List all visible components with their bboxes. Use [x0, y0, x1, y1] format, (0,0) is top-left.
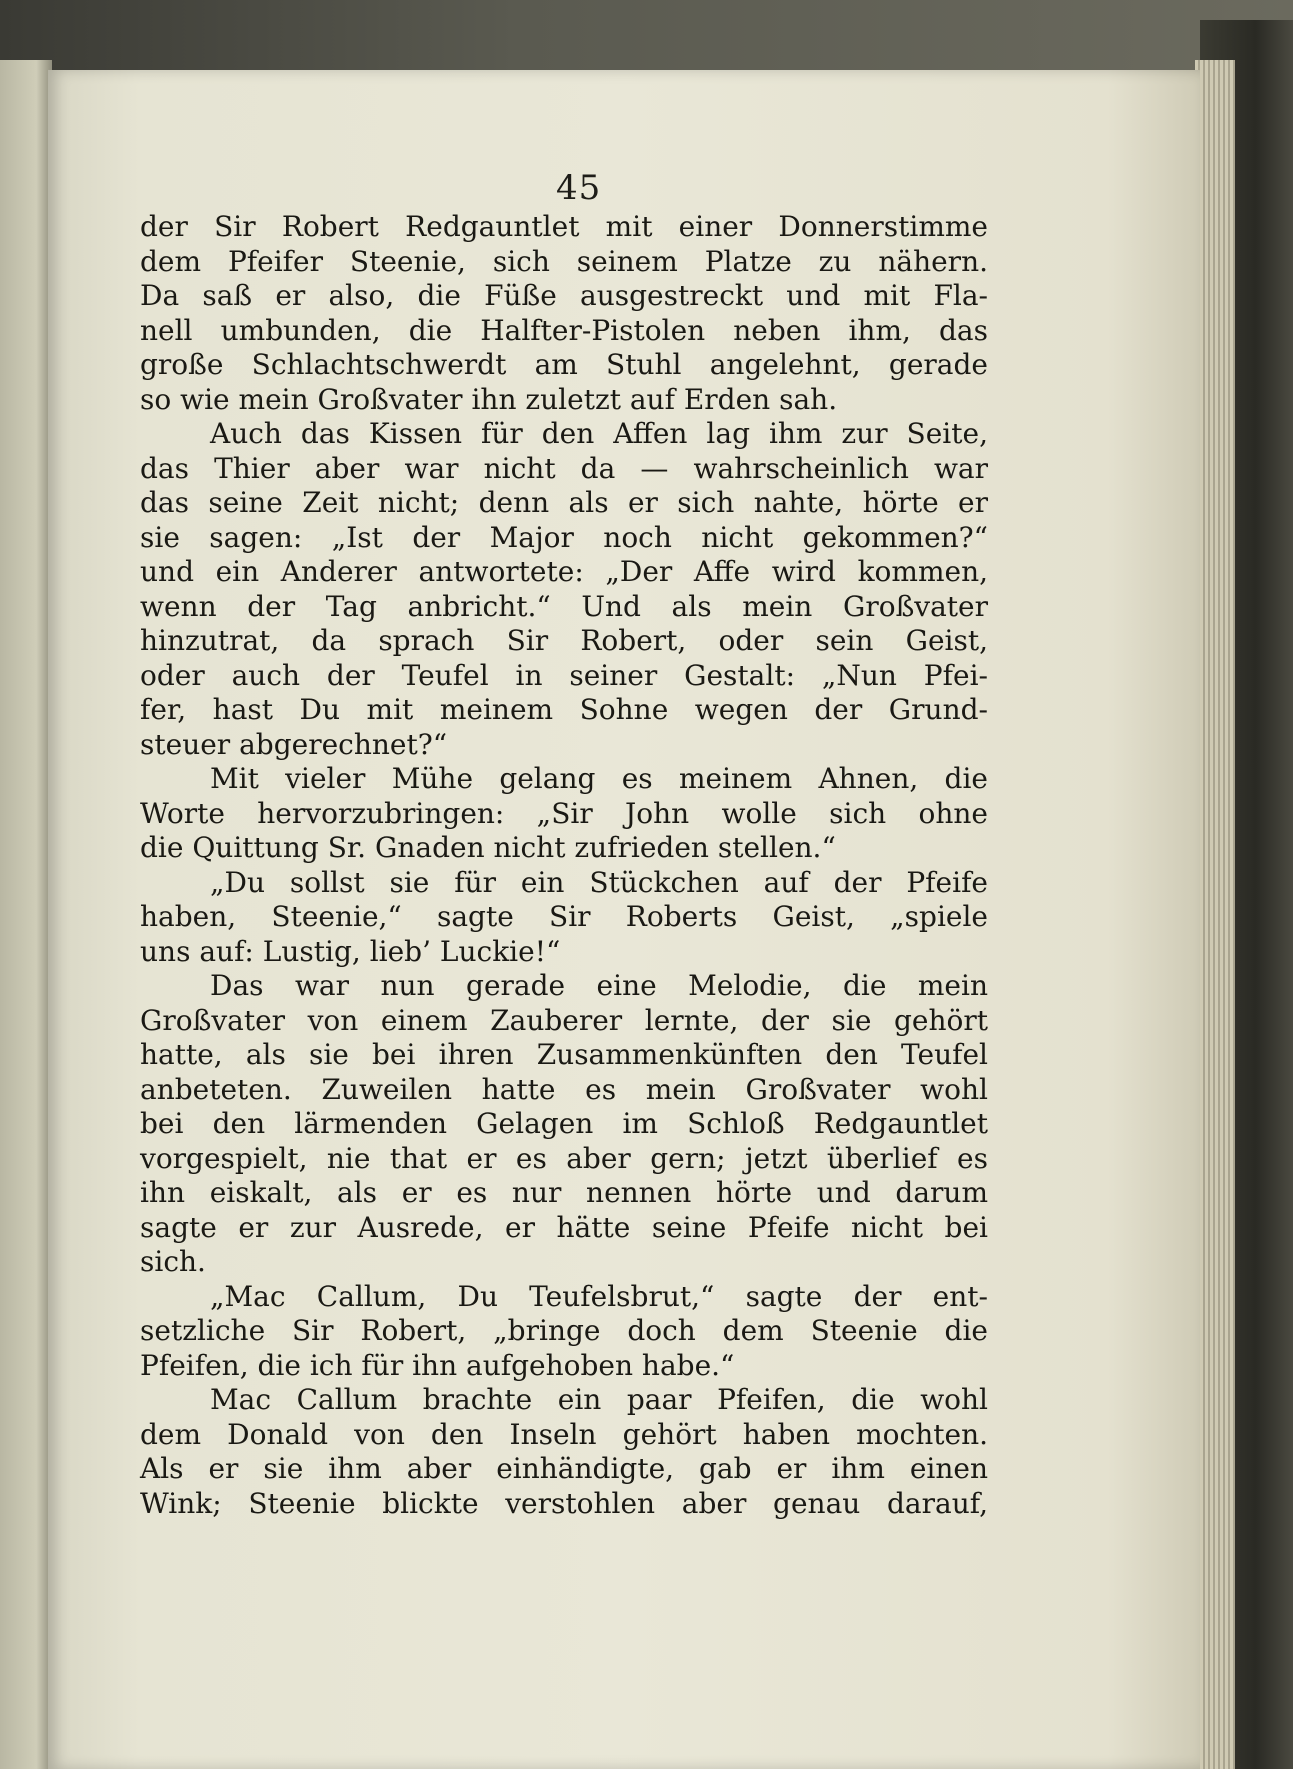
text-line: sich.	[140, 1245, 206, 1278]
text-line: dem Pfeifer Steenie, sich seinem Platze zu nähern.	[140, 244, 988, 278]
text-line: sie sagen: „Ist der Major noch nicht gekommen?“	[140, 520, 988, 554]
text-line: setzliche Sir Robert, „bringe doch dem Steenie die	[140, 1314, 988, 1347]
text-line: hatte, als sie bei ihren Zusammenkünften den Teufel	[140, 1038, 988, 1071]
text-line: Mac Callum brachte ein paar Pfeifen, die wohl	[210, 1383, 988, 1416]
text-line: Großvater von einem Zauberer lernte, der sie gehört	[140, 1003, 988, 1037]
text-line: die Quittung Sr. Gnaden nicht zufrieden stellen.“	[140, 831, 836, 864]
text-line: uns auf: Lustig, lieb’ Luckie!“	[140, 934, 561, 968]
text-line: dem Donald von den Inseln gehört haben mochten.	[140, 1417, 988, 1451]
text-line: Wink; Steenie blickte verstohlen aber genau darauf,	[140, 1486, 988, 1520]
body-text	[140, 210, 988, 1521]
text-line: Als er sie ihm aber einhändigte, gab er ihm einen	[140, 1452, 988, 1485]
text-line: bei den lärmenden Gelagen im Schloß Redgauntlet	[140, 1107, 988, 1140]
text-line: das Thier aber war nicht da — wahrscheinlich war	[140, 451, 988, 485]
text-line: nell umbunden, die Halfter-Pistolen neben ihm, das	[140, 313, 988, 347]
text-line: ihn eiskalt, als er es nur nennen hörte und darum	[140, 1176, 988, 1209]
text-line: steuer abgerechnet?“	[140, 727, 448, 761]
text-line: sagte er zur Ausrede, er hätte seine Pfeife nicht bei	[140, 1210, 988, 1244]
text-line: große Schlachtschwerdt am Stuhl angelehnt, gerade	[140, 348, 988, 381]
text-line: oder auch der Teufel in seiner Gestalt: „Nun Pfei-	[140, 658, 988, 692]
text-line: wenn der Tag anbricht.“ Und als mein Großvater	[140, 589, 988, 623]
text-line: so wie mein Großvater ihn zuletzt auf Erden sah.	[140, 382, 838, 416]
page-number: 45	[556, 168, 602, 208]
page-stack-edge	[1195, 60, 1235, 1769]
text-line: Das war nun gerade eine Melodie, die mein	[210, 969, 988, 1002]
text-line: fer, hast Du mit meinem Sohne wegen der Grund-	[140, 693, 988, 726]
text-line: Mit vieler Mühe gelang es meinem Ahnen, die	[210, 762, 988, 795]
text-line: hinzutrat, da sprach Sir Robert, oder sein Geist,	[140, 624, 988, 657]
text-line: Da saß er also, die Füße ausgestreckt und mit Fla-	[140, 279, 988, 312]
text-line: das seine Zeit nicht; denn als er sich nahte, hörte er	[140, 486, 988, 519]
text-line: vorgespielt, nie that er es aber gern; jetzt überlief es	[140, 1141, 988, 1175]
text-line: der Sir Robert Redgauntlet mit einer Donnerstimme	[140, 210, 988, 243]
text-line: „Mac Callum, Du Teufelsbrut,“ sagte der ent-	[210, 1279, 988, 1313]
text-line: „Du sollst sie für ein Stückchen auf der Pfeife	[210, 865, 988, 899]
text-line: Auch das Kissen für den Affen lag ihm zur Seite,	[210, 417, 988, 450]
text-line: haben, Steenie,“ sagte Sir Roberts Geist, „spiele	[140, 900, 988, 933]
text-line: und ein Anderer antwortete: „Der Affe wird kommen,	[140, 555, 988, 588]
facing-page-edge	[0, 60, 52, 1769]
text-line: anbeteten. Zuweilen hatte es mein Großvater wohl	[140, 1072, 988, 1106]
text-line: Pfeifen, die ich für ihn aufgehoben habe.“	[140, 1348, 735, 1382]
text-line: Worte hervorzubringen: „Sir John wolle sich ohne	[140, 796, 988, 830]
